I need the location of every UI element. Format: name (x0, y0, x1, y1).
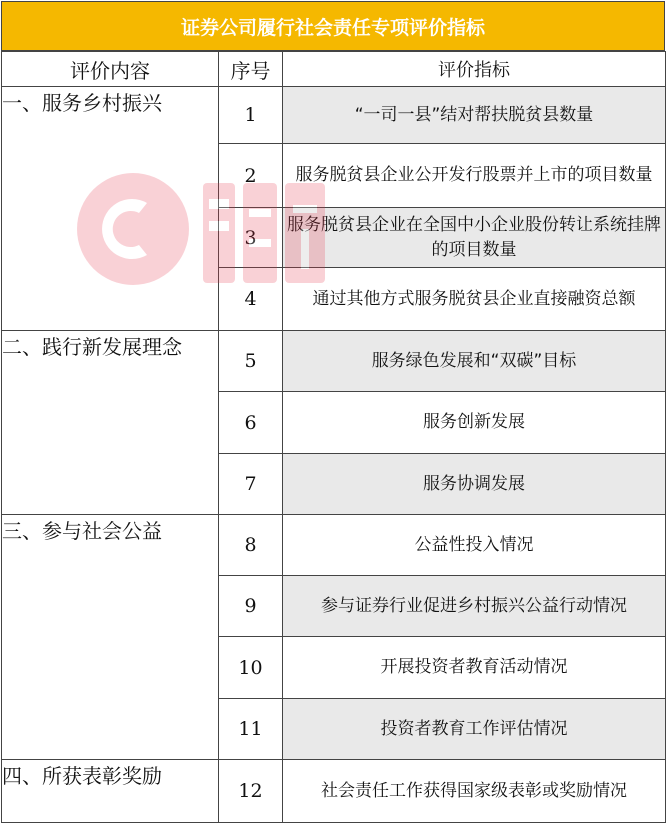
table-row (2, 515, 666, 576)
row-number: 8 (219, 515, 283, 576)
indicator-cell: 服务绿色发展和“双碳”目标 (283, 331, 666, 392)
table-title: 证券公司履行社会责任专项评价指标 (1, 1, 665, 51)
row-number: 6 (219, 392, 283, 454)
row-number: 11 (219, 699, 283, 760)
header-row (2, 52, 666, 87)
table-row (2, 760, 666, 823)
header-index: 序号 (219, 52, 283, 87)
indicator-table-figure (1, 1, 665, 824)
row-number: 2 (219, 144, 283, 208)
indicator-cell: 服务脱贫县企业公开发行股票并上市的项目数量 (283, 144, 666, 208)
indicator-cell: 投资者教育工作评估情况 (283, 699, 666, 760)
row-number: 10 (219, 637, 283, 699)
category-cell: 一、服务乡村振兴 (2, 87, 219, 331)
row-number: 12 (219, 760, 283, 823)
row-number: 3 (219, 208, 283, 268)
row-number: 4 (219, 268, 283, 331)
indicator-cell: 开展投资者教育活动情况 (283, 637, 666, 699)
table-row (2, 331, 666, 392)
indicator-cell: 社会责任工作获得国家级表彰或奖励情况 (283, 760, 666, 823)
row-number: 9 (219, 576, 283, 637)
header-indicator: 评价指标 (283, 52, 666, 87)
row-number: 1 (219, 87, 283, 144)
indicator-cell: “一司一县”结对帮扶脱贫县数量 (283, 87, 666, 144)
indicator-table (1, 51, 666, 823)
header-category: 评价内容 (2, 52, 219, 87)
indicator-cell: 服务协调发展 (283, 454, 666, 515)
category-cell: 二、践行新发展理念 (2, 331, 219, 515)
indicator-cell: 服务脱贫县企业在全国中小企业股份转让系统挂牌的项目数量 (283, 208, 666, 268)
indicator-cell: 服务创新发展 (283, 392, 666, 454)
row-number: 7 (219, 454, 283, 515)
row-number: 5 (219, 331, 283, 392)
indicator-cell: 公益性投入情况 (283, 515, 666, 576)
table-row (2, 87, 666, 144)
category-cell: 四、所获表彰奖励 (2, 760, 219, 823)
indicator-cell: 通过其他方式服务脱贫县企业直接融资总额 (283, 268, 666, 331)
indicator-cell: 参与证券行业促进乡村振兴公益行动情况 (283, 576, 666, 637)
category-cell: 三、参与社会公益 (2, 515, 219, 760)
